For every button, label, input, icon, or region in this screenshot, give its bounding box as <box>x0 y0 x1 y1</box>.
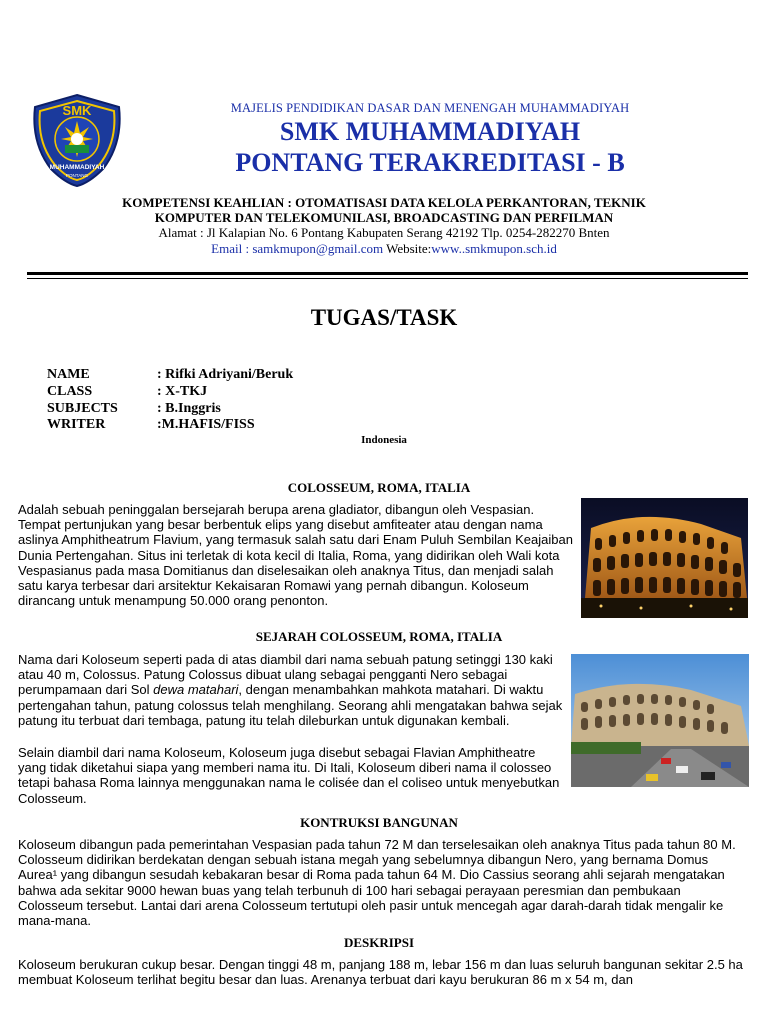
contact-line <box>20 241 748 257</box>
language-label: Indonesia <box>361 434 407 446</box>
class-label: CLASS <box>47 384 93 399</box>
subjects-value: : B.Inggris <box>157 401 221 416</box>
header-divider-thin <box>27 278 748 279</box>
colosseum-night-photo <box>581 498 748 618</box>
school-name: SMK MUHAMMADIYAH <box>279 117 581 146</box>
history-text-part-2: , dengan menambahkan mahkota matahari. Di waktu pertengahan tahun, patung colossus telah menghilang. Seorang ahli mengatakan bahwa sejak patung itu terbuat dari tembaga, patung itu telah dileburkan untuk digunakan kembali. <box>18 682 563 728</box>
website-label: Website: <box>383 241 432 256</box>
name-value: : Rifki Adriyani/Beruk <box>157 367 294 382</box>
school-address: Alamat : Jl Kalapian No. 6 Pontang Kabupaten Serang 42192 Tlp. 0254-282270 Bnten <box>158 225 610 240</box>
logo-text-city: PONTANG <box>66 173 88 178</box>
school-logo <box>27 93 127 188</box>
history-text-part-1: Nama dari Koloseum seperti pada di atas diambil dari nama sebuah patung setinggi 130 kaki atau 40 m, Colossus. Patung Colossus dibuat ulang sebagai pengganti Nero sebagai perumpamaan dari Sol <box>18 652 553 698</box>
section-heading-colosseum: COLOSSEUM, ROMA, ITALIA <box>287 480 471 495</box>
school-accreditation: PONTANG TERAKREDITASI - B <box>235 148 625 177</box>
section-heading-construction: KONTRUKSI BANGUNAN <box>300 815 458 830</box>
section-heading-history: SEJARAH COLOSSEUM, ROMA, ITALIA <box>255 629 503 644</box>
subjects-label: SUBJECTS <box>47 401 118 416</box>
section-heading-description: DESKRIPSI <box>343 935 415 950</box>
email-label: Email : <box>211 241 253 256</box>
paragraph-history-1 <box>18 652 563 728</box>
name-label: NAME <box>47 367 90 382</box>
writer-value: :M.HAFIS/FISS <box>157 417 255 432</box>
council-name: MAJELIS PENDIDIKAN DASAR DAN MENENGAH MUHAMMADIYAH <box>230 101 630 115</box>
writer-label: WRITER <box>47 417 106 432</box>
colosseum-day-photo <box>571 654 749 787</box>
competency-line-2: KOMPUTER DAN TELEKOMUNILASI, BROADCASTING DAN PERFILMAN <box>154 210 614 225</box>
class-value: : X-TKJ <box>157 384 208 399</box>
website-link[interactable]: www..smkmupon.sch.id <box>431 241 557 256</box>
header-divider-thick <box>27 272 748 275</box>
paragraph-intro: Adalah sebuah peninggalan bersejarah berupa arena gladiator, dibangun oleh Vespasian. Tempat pertunjukan yang besar berbentuk elips yang disebut amfiteater atau dengan nama aslinya Amphitheatrum Flavium, yang termasuk salah satu dari Enam Puluh Sembilan Keajaiban Dunia Pertengahan. Situs ini terletak di kota kecil di Italia, Roma, yang didirikan oleh Wali kota Vespasianus pada masa Domitianus dan diselesaikan oleh anaknya Titus, dan menjadi salah satu karya terbesar dari arsitektur Kekaisaran Romawi yang pernah dibangun. Koloseum dirancang untuk menampung 50.000 orang penonton. <box>18 502 573 609</box>
logo-text-top: SMK <box>62 103 92 118</box>
paragraph-construction: Koloseum dibangun pada pemerintahan Vespasian pada tahun 72 M dan terselesaikan oleh anaknya Titus pada tahun 80 M. Colosseum didirikan berdekatan dengan sebuah istana megah yang sebelumnya dibangun Nero, yang bernama Domus Aurea¹ yang dibangun sesudah kebakaran besar di Roma pada tahun 64 M. Dio Cassius seorang ahli sejarah mengatakan bahwa ada sekitar 9000 hewan buas yang telah terbunuh di 100 hari sebagai perayaan peresmian dan pembukaan Colosseum tersebut. Lantai dari arena Colosseum tertutupi oleh pasir untuk mencegah agar darah-darah tidak mengalir ke mana-mana. <box>18 837 736 929</box>
paragraph-description: Koloseum berukuran cukup besar. Dengan tinggi 48 m, panjang 188 m, lebar 156 m dan luas seluruh bangunan sekitar 2.5 ha membuat Koloseum terlihat begitu besar dan luas. Arenanya terbuat dari kayu berukuran 86 m x 54 m, dan <box>18 957 743 988</box>
history-text-italic: dewa matahari <box>153 682 239 698</box>
email-link[interactable]: samkmupon@gmail.com <box>252 241 384 256</box>
logo-text-bottom: MUHAMMADIYAH <box>49 164 105 171</box>
paragraph-history-2: Selain diambil dari nama Koloseum, Koloseum juga disebut sebagai Flavian Amphitheatre yang tidak diketahui siapa yang memberi nama itu. Di Itali, Koloseum diberi nama il colosseo tetapi bahasa Roma lainnya menggunakan nama le colisée dan el coliseo untuk menyebutkan Colosseum. <box>18 745 560 806</box>
document-title: TUGAS/TASK <box>310 305 458 330</box>
competency-line-1: KOMPETENSI KEAHLIAN : OTOMATISASI DATA KELOLA PERKANTORAN, TEKNIK <box>122 195 646 210</box>
